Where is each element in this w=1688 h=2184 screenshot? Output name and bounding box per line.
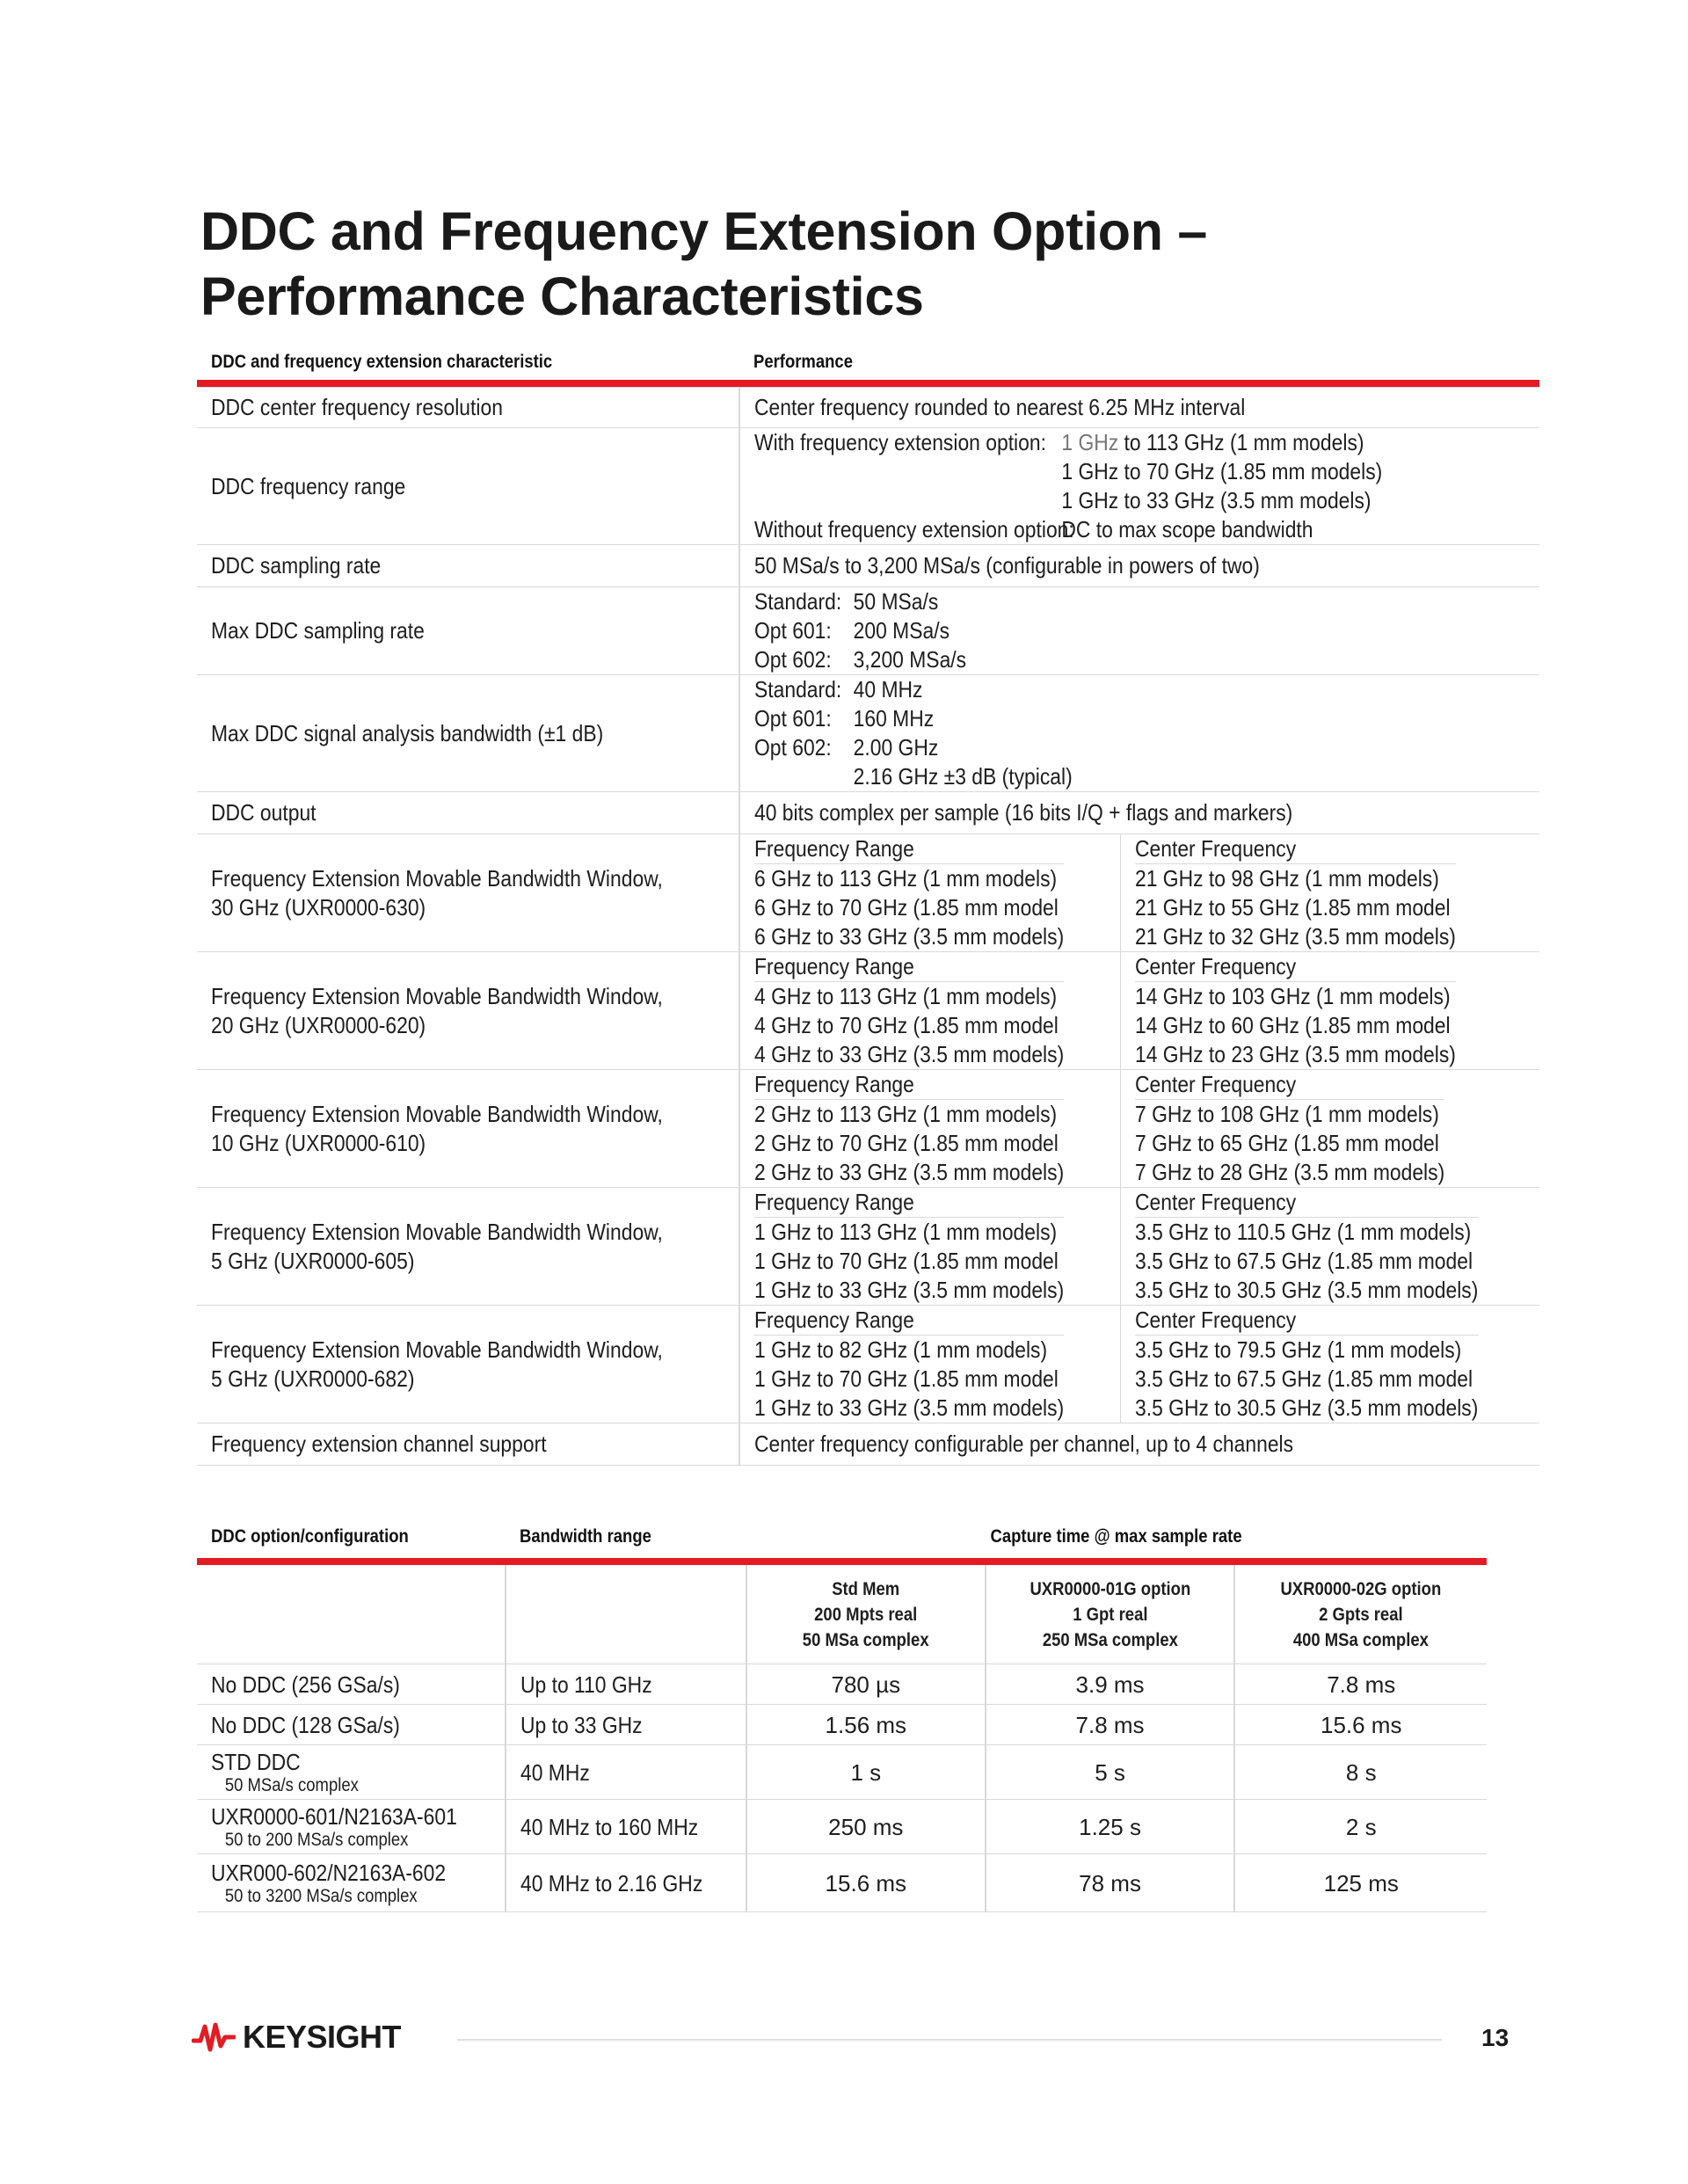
brand-name: KEYSIGHT	[243, 2019, 402, 2055]
row-label: Frequency Extension Movable Bandwidth Window, 5 GHz (UXR0000-605)	[197, 1188, 739, 1306]
table-row	[197, 1070, 1539, 1188]
footer-divider	[457, 2039, 1442, 2041]
capture-01g-cell: 5 s	[986, 1745, 1235, 1800]
capture-02g-cell: 8 s	[1234, 1745, 1487, 1800]
row-label: DDC sampling rate	[197, 545, 739, 587]
config-cell: UXR000-602/N2163A-602 50 to 3200 MSa/s complex	[197, 1854, 506, 1912]
table-row	[197, 545, 1539, 587]
config-cell: No DDC (256 GSa/s)	[197, 1664, 506, 1705]
center-frequency-cell: Center Frequency 7 GHz to 108 GHz (1 mm models) 7 GHz to 65 GHz (1.85 mm model 7 GHz to 28 GHz (3.5 mm models)	[1121, 1070, 1539, 1188]
capture-std-cell: 1 s	[746, 1745, 986, 1800]
table-row	[197, 1705, 1487, 1745]
table-row	[197, 428, 1539, 545]
frequency-range-cell: Frequency Range 1 GHz to 82 GHz (1 mm models) 1 GHz to 70 GHz (1.85 mm model 1 GHz to 33 GHz (3.5 mm models)	[739, 1306, 1121, 1423]
row-label: Frequency Extension Movable Bandwidth Window, 30 GHz (UXR0000-630)	[197, 834, 739, 952]
capture-std-cell: 250 ms	[746, 1800, 986, 1854]
bandwidth-cell: Up to 110 GHz	[506, 1664, 746, 1705]
capture-01g-cell: 7.8 ms	[986, 1705, 1235, 1745]
table-row	[197, 1423, 1539, 1466]
center-frequency-cell: Center Frequency 3.5 GHz to 110.5 GHz (1 mm models) 3.5 GHz to 67.5 GHz (1.85 mm model 3.5 GHz to 30.5 GHz (3.5 mm models)	[1121, 1188, 1539, 1306]
row-value: Center frequency configurable per channel, up to 4 channels	[739, 1423, 1539, 1466]
capture-01g-cell: 78 ms	[986, 1854, 1235, 1912]
column-header-config: DDC option/configuration	[211, 1526, 409, 1547]
row-value: Center frequency rounded to nearest 6.25 MHz interval	[739, 388, 1539, 428]
table-row	[197, 1854, 1487, 1912]
capture-std-cell: 780 µs	[746, 1664, 986, 1705]
capture-02g-cell: 125 ms	[1234, 1854, 1487, 1912]
std-mem-header: Std Mem 200 Mpts real 50 MSa complex	[746, 1565, 986, 1664]
capture-time-table	[197, 1516, 1487, 1912]
table-row	[197, 1800, 1487, 1854]
table-row	[197, 792, 1539, 834]
table-row	[197, 952, 1539, 1070]
table-row	[197, 1745, 1487, 1800]
table-row	[197, 834, 1539, 952]
table-row	[197, 675, 1539, 792]
row-value: With frequency extension option: 1 GHz to 113 GHz (1 mm models) 1 GHz to 70 GHz (1.85 mm models) 1 GHz to 33 GHz (3.5 mm models) Without frequency extension option: DC to max scope bandwidth	[739, 428, 1539, 545]
row-label: DDC output	[197, 792, 739, 834]
page-title	[200, 199, 1207, 329]
column-header-characteristic: DDC and frequency extension characteristic	[211, 352, 553, 372]
row-label: DDC frequency range	[197, 428, 739, 545]
table-row	[197, 1306, 1539, 1423]
frequency-range-cell: Frequency Range 2 GHz to 113 GHz (1 mm models) 2 GHz to 70 GHz (1.85 mm model 2 GHz to 33 GHz (3.5 mm models)	[739, 1070, 1121, 1188]
capture-02g-cell: 2 s	[1234, 1800, 1487, 1854]
row-value: Standard: 40 MHz Opt 601: 160 MHz Opt 602: 2.00 GHz 2.16 GHz ±3 dB (typical)	[739, 675, 1539, 792]
capture-02g-cell: 15.6 ms	[1234, 1705, 1487, 1745]
center-frequency-cell: Center Frequency 3.5 GHz to 79.5 GHz (1 mm models) 3.5 GHz to 67.5 GHz (1.85 mm model 3.5 GHz to 30.5 GHz (3.5 mm models)	[1121, 1306, 1539, 1423]
capture-02g-cell: 7.8 ms	[1234, 1664, 1487, 1705]
bandwidth-cell: 40 MHz	[506, 1745, 746, 1800]
table-row	[197, 1188, 1539, 1306]
keysight-logo	[192, 2019, 401, 2056]
table-row	[197, 388, 1539, 428]
row-value: 40 bits complex per sample (16 bits I/Q + flags and markers)	[739, 792, 1539, 834]
capture-01g-cell: 1.25 s	[986, 1800, 1235, 1854]
header-red-rule	[197, 1558, 1487, 1565]
capture-std-cell: 15.6 ms	[746, 1854, 986, 1912]
opt-02g-header: UXR0000-02G option 2 Gpts real 400 MSa complex	[1234, 1565, 1487, 1664]
row-label: DDC center frequency resolution	[197, 388, 739, 428]
config-cell: UXR0000-601/N2163A-601 50 to 200 MSa/s complex	[197, 1800, 506, 1854]
row-label: Frequency Extension Movable Bandwidth Window, 10 GHz (UXR0000-610)	[197, 1070, 739, 1188]
row-label: Max DDC sampling rate	[197, 587, 739, 675]
column-header-bandwidth: Bandwidth range	[520, 1526, 651, 1547]
bandwidth-cell: Up to 33 GHz	[506, 1705, 746, 1745]
frequency-range-cell: Frequency Range 4 GHz to 113 GHz (1 mm models) 4 GHz to 70 GHz (1.85 mm model 4 GHz to 33 GHz (3.5 mm models)	[739, 952, 1121, 1070]
table-row	[197, 1664, 1487, 1705]
header-red-rule	[197, 380, 1539, 388]
page-number: 13	[1481, 2024, 1510, 2051]
memory-option-subheader	[197, 1565, 1487, 1664]
row-value: Standard: 50 MSa/s Opt 601: 200 MSa/s Opt 602: 3,200 MSa/s	[739, 587, 1539, 675]
row-label: Frequency extension channel support	[197, 1423, 739, 1466]
bandwidth-cell: 40 MHz to 2.16 GHz	[506, 1854, 746, 1912]
column-header-performance: Performance	[753, 352, 853, 372]
config-cell: No DDC (128 GSa/s)	[197, 1705, 506, 1745]
row-label: Max DDC signal analysis bandwidth (±1 dB)	[197, 675, 739, 792]
bandwidth-cell: 40 MHz to 160 MHz	[506, 1800, 746, 1854]
frequency-range-cell: Frequency Range 6 GHz to 113 GHz (1 mm models) 6 GHz to 70 GHz (1.85 mm model 6 GHz to 33 GHz (3.5 mm models)	[739, 834, 1121, 952]
keysight-wave-icon	[192, 2020, 236, 2055]
center-frequency-cell: Center Frequency 14 GHz to 103 GHz (1 mm models) 14 GHz to 60 GHz (1.85 mm model 14 GHz to 23 GHz (3.5 mm models)	[1121, 952, 1539, 1070]
row-label: Frequency Extension Movable Bandwidth Window, 5 GHz (UXR0000-682)	[197, 1306, 739, 1423]
opt-01g-header: UXR0000-01G option 1 Gpt real 250 MSa complex	[986, 1565, 1235, 1664]
center-frequency-cell: Center Frequency 21 GHz to 98 GHz (1 mm models) 21 GHz to 55 GHz (1.85 mm model 21 GHz to 32 GHz (3.5 mm models)	[1121, 834, 1539, 952]
capture-std-cell: 1.56 ms	[746, 1705, 986, 1745]
config-cell: STD DDC 50 MSa/s complex	[197, 1745, 506, 1800]
column-header-capture-time: Capture time @ max sample rate	[990, 1526, 1243, 1547]
row-value: 50 MSa/s to 3,200 MSa/s (configurable in powers of two)	[739, 545, 1539, 587]
performance-characteristics-table	[197, 345, 1539, 1466]
capture-01g-cell: 3.9 ms	[986, 1664, 1235, 1705]
row-label: Frequency Extension Movable Bandwidth Window, 20 GHz (UXR0000-620)	[197, 952, 739, 1070]
page-title-line-1: DDC and Frequency Extension Option –	[200, 201, 1207, 261]
table-row	[197, 587, 1539, 675]
page-title-line-2: Performance Characteristics	[200, 266, 924, 326]
frequency-range-cell: Frequency Range 1 GHz to 113 GHz (1 mm models) 1 GHz to 70 GHz (1.85 mm model 1 GHz to 33 GHz (3.5 mm models)	[739, 1188, 1121, 1306]
